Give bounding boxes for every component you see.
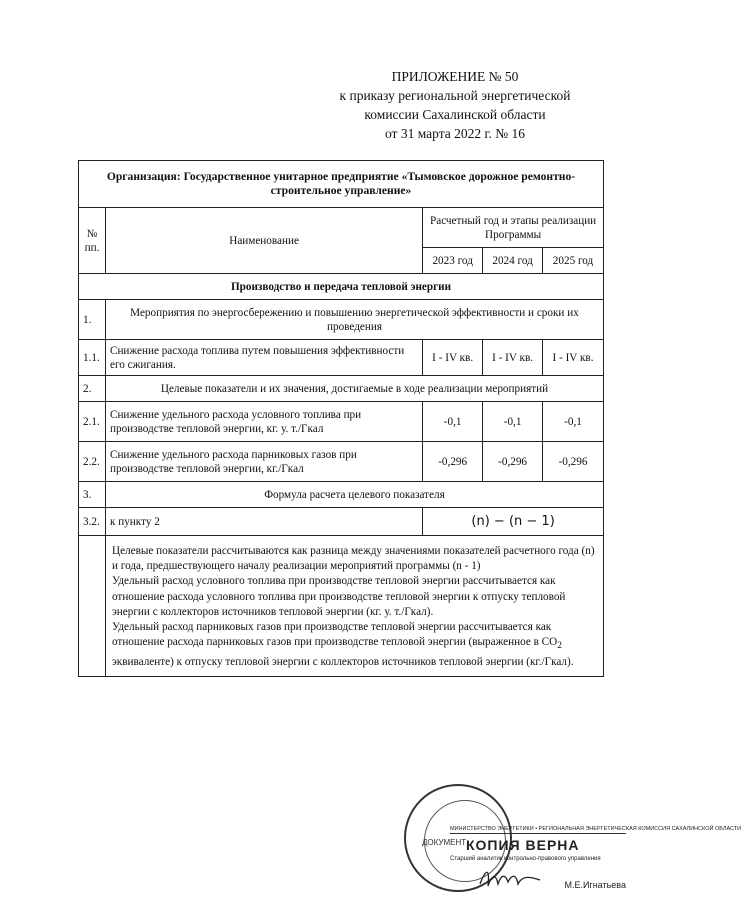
row-text: Снижение удельного расхода условного топлива при производстве тепловой энергии, кг. у. т./Гкал	[105, 402, 422, 442]
row-value: -0,296	[423, 442, 483, 482]
organization-name: Организация: Государственное унитарное предприятие «Тымовское дорожное ремонтно-строительное управление»	[79, 161, 604, 208]
row-number: 3.2.	[79, 508, 106, 536]
row-number: 2.2.	[79, 442, 106, 482]
indicator-description	[105, 536, 603, 677]
order-date: от 31 марта 2022 г. № 16	[384, 126, 526, 141]
appendix-number: ПРИЛОЖЕНИЕ № 50	[391, 69, 519, 84]
row-number: 1.1.	[79, 340, 106, 376]
empty-cell	[79, 536, 106, 677]
row-text: Снижение расхода топлива путем повышения эффективности его сжигания.	[105, 340, 422, 376]
row-number: 1.	[79, 300, 106, 340]
description-paragraph: Целевые показатели рассчитываются как разница между значениями показателей расчетного года (n) и года, предшествующего началу реализации мероприятий программы (n - 1)	[111, 545, 595, 573]
year-2024-header: 2024 год	[483, 248, 543, 274]
row-value: I - IV кв.	[423, 340, 483, 376]
row-value: -0,296	[483, 442, 543, 482]
commission-name: комиссии Сахалинской области	[364, 107, 546, 122]
row-number: 2.	[79, 376, 106, 402]
copy-true-title: КОПИЯ ВЕРНА	[466, 837, 580, 853]
row-text: Мероприятия по энергосбережению и повышению энергетической эффективности и сроки их проведения	[105, 300, 603, 340]
row-value: -0,1	[423, 402, 483, 442]
row-value: I - IV кв.	[483, 340, 543, 376]
row-value: I - IV кв.	[543, 340, 604, 376]
row-text: Снижение удельного расхода парниковых газов при производстве тепловой энергии, кг./Гкал	[105, 442, 422, 482]
description-paragraph: Удельный расход парниковых газов при производстве тепловой энергии рассчитывается как отношение расхода парниковых газов при производстве тепловой энергии (выраженное в $CO_2$ эквиваленте) к отпуску тепловой энергии с коллекторов источников тепловой энергии (кг./Гкал).	[111, 621, 574, 668]
year-2025-header: 2025 год	[543, 248, 604, 274]
description-paragraph: Удельный расход условного топлива при производстве тепловой энергии рассчитывается как отношение расхода условного топлива при производстве тепловой энергии к отпуску тепловой энергии с коллекторов источников тепловой энергии (кг. у. т./Гкал).	[111, 575, 566, 618]
row-value: -0,296	[543, 442, 604, 482]
row-text: Целевые показатели и их значения, достигаемые в ходе реализации мероприятий	[105, 376, 603, 402]
certification-stamp	[398, 782, 741, 902]
year-2023-header: 2023 год	[423, 248, 483, 274]
order-reference: к приказу региональной энергетической	[339, 88, 571, 103]
program-table	[78, 160, 604, 677]
formula: (n) − (n − 1)	[423, 508, 604, 536]
col-name-header: Наименование	[105, 208, 422, 274]
document-header	[300, 67, 610, 143]
handwritten-signature	[478, 866, 542, 890]
stamp-organization: МИНИСТЕРСТВО ЭНЕРГЕТИКИ • РЕГИОНАЛЬНАЯ ЭНЕРГЕТИЧЕСКАЯ КОМИССИЯ САХАЛИНСКОЙ ОБЛАСТИ	[450, 826, 741, 832]
section-title: Производство и передача тепловой энергии	[79, 274, 604, 300]
signer-position: Старший аналитик контрольно-правового управления	[450, 856, 601, 862]
seal-text: ДОКУМЕНТ	[422, 838, 467, 847]
row-text: Формула расчета целевого показателя	[105, 482, 603, 508]
row-value: -0,1	[483, 402, 543, 442]
signer-name: М.Е.Игнатьева	[564, 880, 626, 890]
row-value: -0,1	[543, 402, 604, 442]
row-number: 2.1.	[79, 402, 106, 442]
row-number: 3.	[79, 482, 106, 508]
col-number-header: № пп.	[79, 208, 106, 274]
col-period-header: Расчетный год и этапы реализации Программы	[423, 208, 604, 248]
row-text: к пункту 2	[105, 508, 422, 536]
